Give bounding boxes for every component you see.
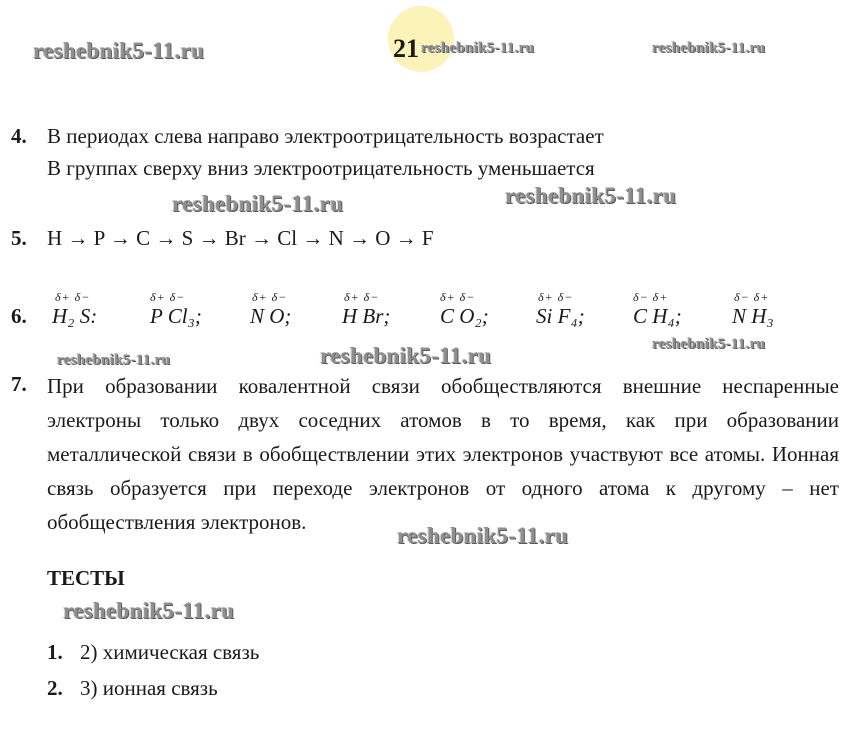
- watermark: reshebnik5-11.ru: [57, 352, 171, 368]
- electronegativity-series: H → P → C → S → Br → Cl → N → O → F: [47, 226, 434, 250]
- partial-charges: δ+ δ−: [150, 290, 186, 304]
- molecule-formula: N O;: [250, 304, 292, 328]
- page-number: 21: [393, 34, 419, 63]
- molecule-formula: Si F₄;: [536, 304, 585, 328]
- watermark: reshebnik5-11.ru: [421, 40, 535, 56]
- watermark: reshebnik5-11.ru: [652, 40, 766, 56]
- answer-number: 4.: [11, 124, 27, 148]
- answer-number: 5.: [11, 226, 27, 250]
- molecule-formula: H Br;: [342, 304, 391, 328]
- answer-number: 6.: [11, 304, 27, 328]
- test-number: 2.: [47, 676, 63, 700]
- partial-charges: δ+ δ−: [344, 290, 380, 304]
- partial-charges: δ+ δ−: [538, 290, 574, 304]
- watermark: reshebnik5-11.ru: [320, 343, 492, 368]
- test-answer: 3) ионная связь: [80, 676, 218, 700]
- watermark: reshebnik5-11.ru: [505, 183, 677, 208]
- partial-charges: δ− δ+: [734, 290, 770, 304]
- molecule-formula: C O₂;: [440, 304, 489, 328]
- watermark: reshebnik5-11.ru: [172, 191, 344, 216]
- answer-4-line-2: В группах сверху вниз электроотрицательность уменьшается: [47, 156, 595, 180]
- answer-4-line-1: В периодах слева направо электроотрицательность возрастает: [47, 124, 604, 148]
- watermark: reshebnik5-11.ru: [33, 38, 205, 63]
- partial-charges: δ+ δ−: [55, 290, 91, 304]
- watermark: reshebnik5-11.ru: [397, 523, 569, 548]
- molecule-formula: H₂ S:: [52, 304, 98, 328]
- tests-heading: ТЕСТЫ: [47, 566, 125, 590]
- watermark: reshebnik5-11.ru: [652, 336, 766, 352]
- molecule-formula: P Cl₃;: [150, 304, 202, 328]
- answer-number: 7.: [11, 372, 27, 396]
- partial-charges: δ− δ+: [633, 290, 669, 304]
- test-answer: 2) химическая связь: [80, 640, 260, 664]
- molecule-formula: C H₄;: [633, 304, 682, 328]
- test-number: 1.: [47, 640, 63, 664]
- answer-7-paragraph: При образовании ковалентной связи обобществляются внешние неспаренные электроны только двух соседних атомов в то время, как при образовании металлической связи в обобществлении этих электронов участвуют все атомы. Ионная связь образуется при переходе электронов от одного атома к другому – нет обобществления электронов.: [47, 374, 839, 534]
- partial-charges: δ+ δ−: [440, 290, 476, 304]
- molecule-formula: N H₃: [732, 304, 774, 328]
- partial-charges: δ+ δ−: [252, 290, 288, 304]
- watermark: reshebnik5-11.ru: [63, 598, 235, 623]
